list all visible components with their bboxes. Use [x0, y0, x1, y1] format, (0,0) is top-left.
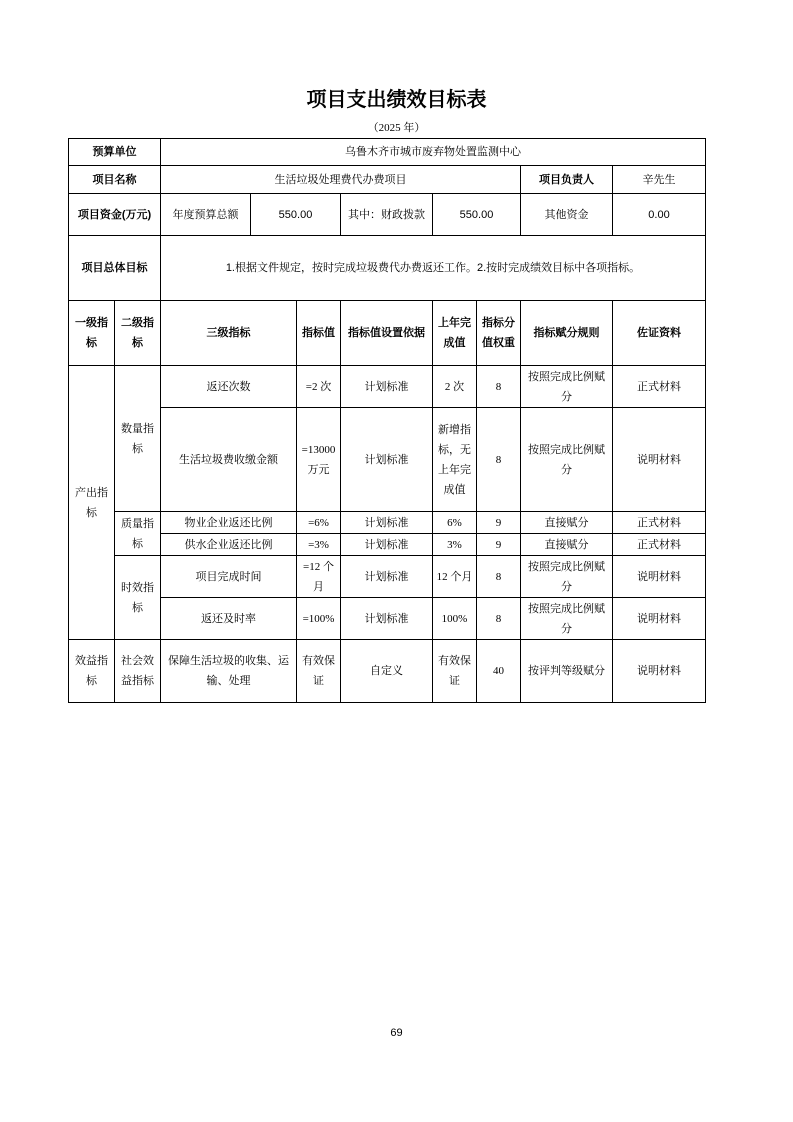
indicator-rule: 按评判等级赋分: [521, 640, 613, 703]
other-funds-label: 其他资金: [521, 194, 613, 236]
indicator-name: 返还次数: [161, 366, 297, 408]
level2-timeliness: 时效指标: [115, 556, 161, 640]
indicator-value: =13000 万元: [297, 408, 341, 512]
indicator-basis: 计划标准: [341, 598, 433, 640]
indicator-value: =3%: [297, 534, 341, 556]
leader-label: 项目负责人: [521, 166, 613, 194]
indicator-weight: 8: [477, 366, 521, 408]
header-weight: 指标分值权重: [477, 301, 521, 366]
funds-row: [69, 194, 706, 236]
indicator-row: [69, 556, 706, 598]
header-evidence: 佐证资料: [613, 301, 706, 366]
indicator-rule: 按照完成比例赋分: [521, 366, 613, 408]
indicator-basis: 计划标准: [341, 534, 433, 556]
indicator-evidence: 正式材料: [613, 366, 706, 408]
document-year: （2025 年）: [367, 122, 426, 134]
project-name-value: 生活垃圾处理费代办费项目: [161, 166, 521, 194]
indicator-evidence: 说明材料: [613, 556, 706, 598]
indicator-weight: 9: [477, 534, 521, 556]
header-value: 指标值: [297, 301, 341, 366]
overall-goal-label: 项目总体目标: [69, 236, 161, 301]
indicator-row: [69, 366, 706, 408]
level2-quality: 质量指标: [115, 512, 161, 556]
indicator-header-row: [69, 301, 706, 366]
indicator-weight: 8: [477, 598, 521, 640]
overall-goal-row: [69, 236, 706, 301]
performance-target-table: [68, 138, 706, 703]
budget-unit-label: 预算单位: [69, 139, 161, 166]
indicator-weight: 8: [477, 556, 521, 598]
indicator-row: [69, 640, 706, 703]
level1-benefit: 效益指标: [69, 640, 115, 703]
indicator-value: =12 个月: [297, 556, 341, 598]
fiscal-value: 550.00: [433, 194, 521, 236]
indicator-last-year: 6%: [433, 512, 477, 534]
level2-social-benefit: 社会效益指标: [115, 640, 161, 703]
funds-label: 项目资金(万元): [69, 194, 161, 236]
budget-unit-row: [69, 139, 706, 166]
header-basis: 指标值设置依据: [341, 301, 433, 366]
indicator-row: [69, 408, 706, 512]
indicator-value: 有效保证: [297, 640, 341, 703]
document-title: 项目支出绩效目标表: [306, 89, 487, 111]
indicator-weight: 9: [477, 512, 521, 534]
indicator-weight: 40: [477, 640, 521, 703]
level2-quantity: 数量指标: [115, 366, 161, 512]
indicator-name: 保障生活垃圾的收集、运输、处理: [161, 640, 297, 703]
indicator-rule: 直接赋分: [521, 534, 613, 556]
header-level2: 二级指标: [115, 301, 161, 366]
project-name-label: 项目名称: [69, 166, 161, 194]
header-last-year: 上年完成值: [433, 301, 477, 366]
indicator-last-year: 100%: [433, 598, 477, 640]
indicator-evidence: 说明材料: [613, 408, 706, 512]
indicator-value: =6%: [297, 512, 341, 534]
indicator-evidence: 正式材料: [613, 534, 706, 556]
indicator-basis: 计划标准: [341, 512, 433, 534]
indicator-evidence: 正式材料: [613, 512, 706, 534]
indicator-basis: 自定义: [341, 640, 433, 703]
indicator-row: [69, 512, 706, 534]
budget-unit-value: 乌鲁木齐市城市废弃物处置监测中心: [161, 139, 706, 166]
indicator-basis: 计划标准: [341, 408, 433, 512]
indicator-name: 物业企业返还比例: [161, 512, 297, 534]
page-number: 69: [390, 1027, 403, 1039]
indicator-evidence: 说明材料: [613, 598, 706, 640]
indicator-weight: 8: [477, 408, 521, 512]
level1-output: 产出指标: [69, 366, 115, 640]
indicator-basis: 计划标准: [341, 556, 433, 598]
header-level1: 一级指标: [69, 301, 115, 366]
annual-budget-label: 年度预算总额: [161, 194, 251, 236]
indicator-row: [69, 598, 706, 640]
indicator-basis: 计划标准: [341, 366, 433, 408]
indicator-value: =100%: [297, 598, 341, 640]
indicator-rule: 按照完成比例赋分: [521, 598, 613, 640]
indicator-last-year: 12 个月: [433, 556, 477, 598]
annual-budget-value: 550.00: [251, 194, 341, 236]
indicator-name: 供水企业返还比例: [161, 534, 297, 556]
indicator-name: 生活垃圾费收缴金额: [161, 408, 297, 512]
header-level3: 三级指标: [161, 301, 297, 366]
indicator-last-year: 有效保证: [433, 640, 477, 703]
header-rule: 指标赋分规则: [521, 301, 613, 366]
overall-goal-text: 1.根据文件规定，按时完成垃圾费代办费返还工作。2.按时完成绩效目标中各项指标。: [161, 236, 706, 301]
indicator-rule: 直接赋分: [521, 512, 613, 534]
indicator-name: 项目完成时间: [161, 556, 297, 598]
indicator-last-year: 3%: [433, 534, 477, 556]
indicator-last-year: 新增指标，无上年完成值: [433, 408, 477, 512]
fiscal-label: 其中：财政拨款: [341, 194, 433, 236]
indicator-row: [69, 534, 706, 556]
other-funds-value: 0.00: [613, 194, 706, 236]
indicator-value: =2 次: [297, 366, 341, 408]
indicator-rule: 按照完成比例赋分: [521, 556, 613, 598]
indicator-evidence: 说明材料: [613, 640, 706, 703]
indicator-rule: 按照完成比例赋分: [521, 408, 613, 512]
indicator-last-year: 2 次: [433, 366, 477, 408]
leader-value: 辛先生: [613, 166, 706, 194]
project-name-row: [69, 166, 706, 194]
indicator-name: 返还及时率: [161, 598, 297, 640]
